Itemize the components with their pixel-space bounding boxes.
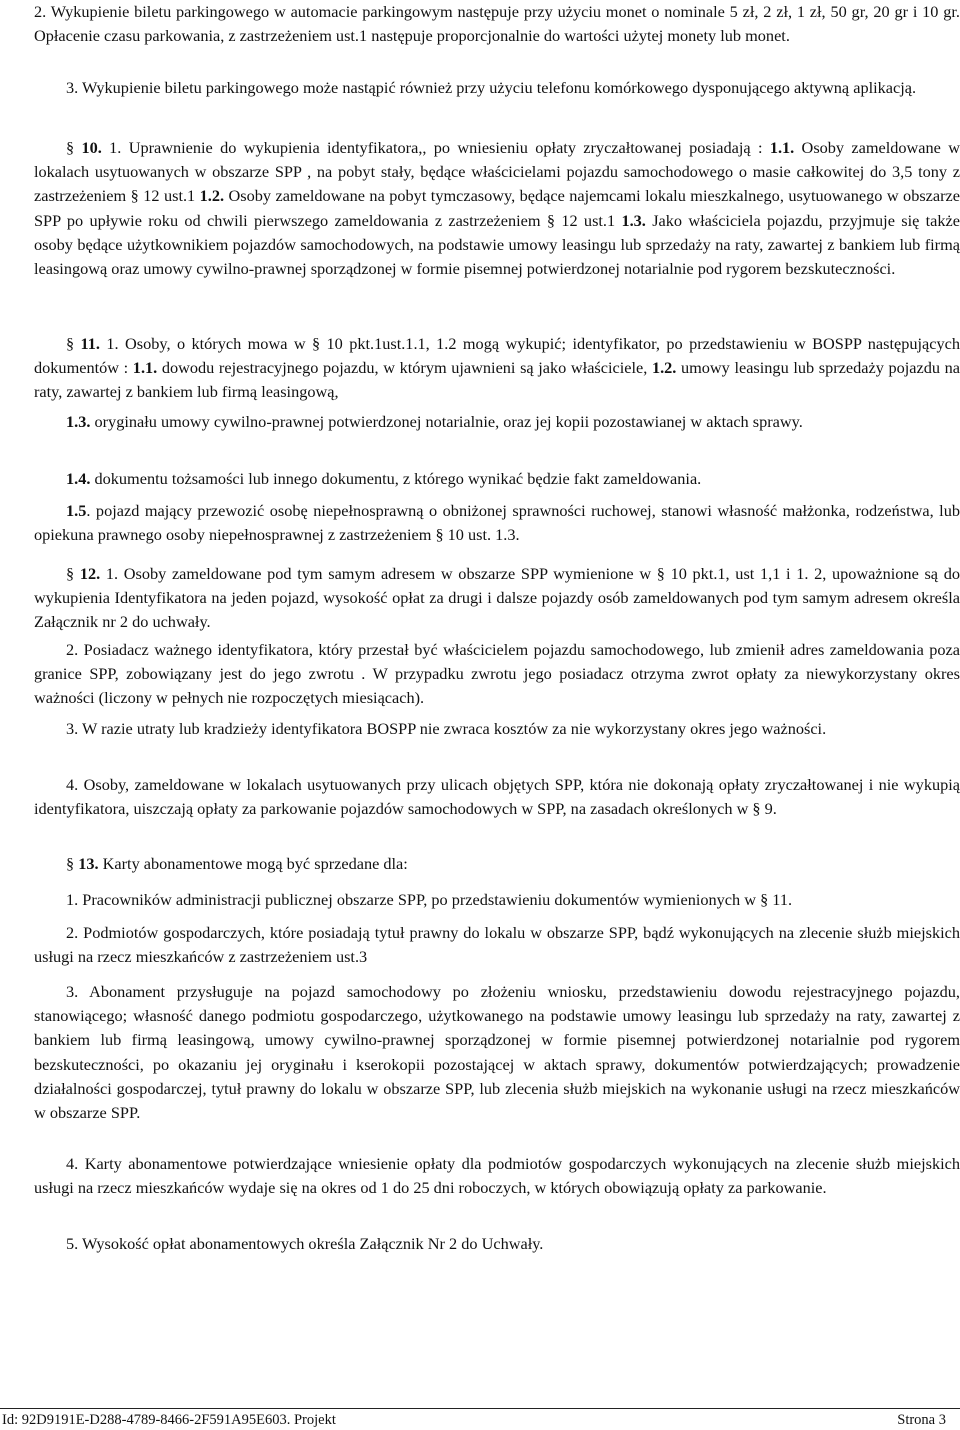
page-number: Strona 3 bbox=[897, 1412, 946, 1428]
paragraph-13-4: 4. Karty abonamentowe potwierdzające wniesienie opłaty dla podmiotów gospodarczych wykonujących na zlecenie służb miejskich usługi na rzecz mieszkańców wydaje się na okres od 1 do 25 dni roboczych, w których obowiązują opłaty za parkowanie. bbox=[34, 1154, 960, 1198]
text: 1. Osoby, o których mowa w § 10 pkt.1ust.1.1, 1.2 mogą wykupić; identyfikator, po przedstawieniu w BOSPP następujących dokumentów : bbox=[34, 334, 960, 378]
text: Osoby zameldowane na pobyt tymczasowy, będące najemcami lokalu mieszkalnego, usytuowanego w obszarze SPP po upływie roku od chwili pierwszego zameldowania z zastrzeżeniem § 12 ust.1 bbox=[34, 186, 960, 230]
section-12 bbox=[34, 562, 960, 635]
point-1-3 bbox=[34, 410, 960, 434]
paragraph-13-5: 5. Wysokość opłat abonamentowych określa Załącznik Nr 2 do Uchwały. bbox=[66, 1234, 544, 1253]
point-number: 1.1. bbox=[769, 138, 795, 157]
text: 1. Uprawnienie do wykupienia identyfikatora,, po wniesieniu opłaty zryczałtowanej posiadają : bbox=[101, 138, 770, 157]
text: 1. Osoby zameldowane pod tym samym adresem w obszarze SPP wymienione w § 10 pkt.1, ust 1,1 i 1. 2, upoważnione są do wykupienia Identyfikatora na jeden pojazd, wysokość opłat za drugi i dalsze pojazdy osób zameldowanych pod tym samym adresem określa Załącznik nr 2 do uchwały. bbox=[34, 564, 960, 632]
page-footer bbox=[0, 1408, 960, 1429]
point-number: 1.2. bbox=[199, 186, 225, 206]
text: . pojazd mający przewozić osobę niepełnosprawną o obniżonej sprawności ruchowej, stanowi własność małżonka, rodzeństwa, lub opiekuna prawnego osoby niepełnosprawnej z zastrzeżeniem § 10 ust. 1.3. bbox=[34, 501, 960, 545]
text: Osoby zameldowane w lokalach usytuowanych w obszarze SPP , na pobyt stały, będące właścicielami pojazdu samochodowego o masie całkowitej do 3,5 tony z zastrzeżeniem § 12 ust.1 bbox=[34, 138, 960, 206]
point-number: 1.5 bbox=[66, 501, 87, 520]
text: Jako właściciela pojazdu, przyjmuje się także osoby będące użytkownikiem pojazdów samochodowych, na podstawie umowy leasingu lub sprzedaży na raty, zawartej z bankiem lub firmą leasingową oraz umowy cywilno-prawnej sporządzonej w formie pisemnej potwierdzonej notarialnie pod rygorem bezskuteczności. bbox=[34, 210, 960, 279]
point-number: 1.1. bbox=[132, 358, 158, 378]
paragraph-13-3: 3. Abonament przysługuje na pojazd samochodowy po złożeniu wniosku, przedstawieniu dowodu rejestracyjnego pojazdu, stanowiącego; własność danego podmiotu gospodarczego, użytkowanego na podstawie umowy leasingu lub sprzedaży na raty, zawartej z bankiem lub firmą leasingową, umowy cywilno-prawnej sporządzonej w formie pisemnej potwierdzonej notarialnie pod rygorem bezskuteczności, po okazaniu jej oryginału i kserokopii pozostającej w aktach sprawy, dokumentów potwierdzających; prowadzenie działalności gospodarczej, tytuł prawny do lokalu w obszarze SPP, lub zlecenia służb miejskich na wykonanie usługi na rzecz mieszkańców w obszarze SPP. bbox=[34, 982, 960, 1123]
section-sign: § bbox=[66, 138, 82, 157]
text: dokumentu tożsamości lub innego dokumentu, z którego wynikać będzie fakt zameldowania. bbox=[90, 469, 702, 488]
section-number: 11. bbox=[80, 334, 100, 353]
point-1-4 bbox=[34, 467, 960, 491]
point-number: 1.3. bbox=[66, 412, 91, 431]
text: oryginału umowy cywilno-prawnej potwierdzonej notarialnie, oraz jej kopii pozostawianej w aktach sprawy. bbox=[90, 412, 803, 431]
paragraph-phone-payment: 3. Wykupienie biletu parkingowego może nastąpić również przy użyciu telefonu komórkowego dysponującego aktywną aplikacją. bbox=[66, 78, 917, 97]
section-sign: § bbox=[66, 334, 81, 353]
text: Karty abonamentowe mogą być sprzedane dla: bbox=[98, 854, 408, 873]
section-11 bbox=[34, 332, 960, 405]
point-number: 1.4. bbox=[66, 469, 91, 488]
point-number: 1.3. bbox=[621, 210, 646, 230]
point-1-5 bbox=[34, 499, 960, 547]
section-number: 10. bbox=[81, 138, 102, 157]
paragraph-13-2: 2. Podmiotów gospodarczych, które posiadają tytuł prawny do lokalu w obszarze SPP, bądź wykonujących na zlecenie służb miejskich usługi na rzecz mieszkańców z zastrzeżeniem ust.3 bbox=[34, 923, 960, 967]
paragraph-12-2: 2. Posiadacz ważnego identyfikatora, który przestał być właścicielem pojazdu samochodowego, lub zmienił adres zameldowania poza granice SPP, zobowiązany jest do jego zwrotu . W przypadku zwrotu jego posiadacz otrzyma zwrot opłaty za niewykorzystany okres ważności (liczony w pełnych nie rozpoczętych miesiącach). bbox=[34, 640, 960, 708]
paragraph-12-3: 3. W razie utraty lub kradzieży identyfikatora BOSPP nie zwraca kosztów za nie wykorzystany okres jego ważności. bbox=[66, 719, 827, 738]
section-sign: § bbox=[66, 854, 79, 873]
point-number: 1.2. bbox=[651, 358, 677, 378]
section-number: 13. bbox=[78, 854, 99, 873]
paragraph-12-4: 4. Osoby, zameldowane w lokalach usytuowanych przy ulicach objętych SPP, która nie dokonają opłaty zryczałtowanej i nie wykupią identyfikatora, uiszczają opłaty za parkowanie pojazdów samochodowych w SPP, na zasadach określonych w § 9. bbox=[34, 775, 960, 819]
text: umowy leasingu lub sprzedaży pojazdu na raty, zawartej z bankiem lub firmą leasingową, bbox=[34, 358, 960, 402]
text: dowodu rejestracyjnego pojazdu, w którym ujawnieni są jako właściciele, bbox=[157, 358, 652, 378]
section-10 bbox=[34, 136, 960, 281]
paragraph-coin-payment: 2. Wykupienie biletu parkingowego w automacie parkingowym następuje przy użyciu monet o nominale 5 zł, 2 zł, 1 zł, 50 gr, 20 gr i 10 gr. Opłacenie czasu parkowania, z zastrzeżeniem ust.1 następuje proporcjonalnie do wartości użytej monety lub monet. bbox=[34, 2, 960, 46]
section-sign: § bbox=[66, 564, 80, 583]
document-id: Id: 92D9191E-D288-4789-8466-2F591A95E603. Projekt bbox=[2, 1412, 336, 1428]
section-number: 12. bbox=[79, 564, 101, 583]
paragraph-13-1: 1. Pracowników administracji publicznej obszarze SPP, po przedstawieniu dokumentów wymienionych w § 11. bbox=[66, 890, 793, 909]
section-13 bbox=[34, 852, 960, 876]
